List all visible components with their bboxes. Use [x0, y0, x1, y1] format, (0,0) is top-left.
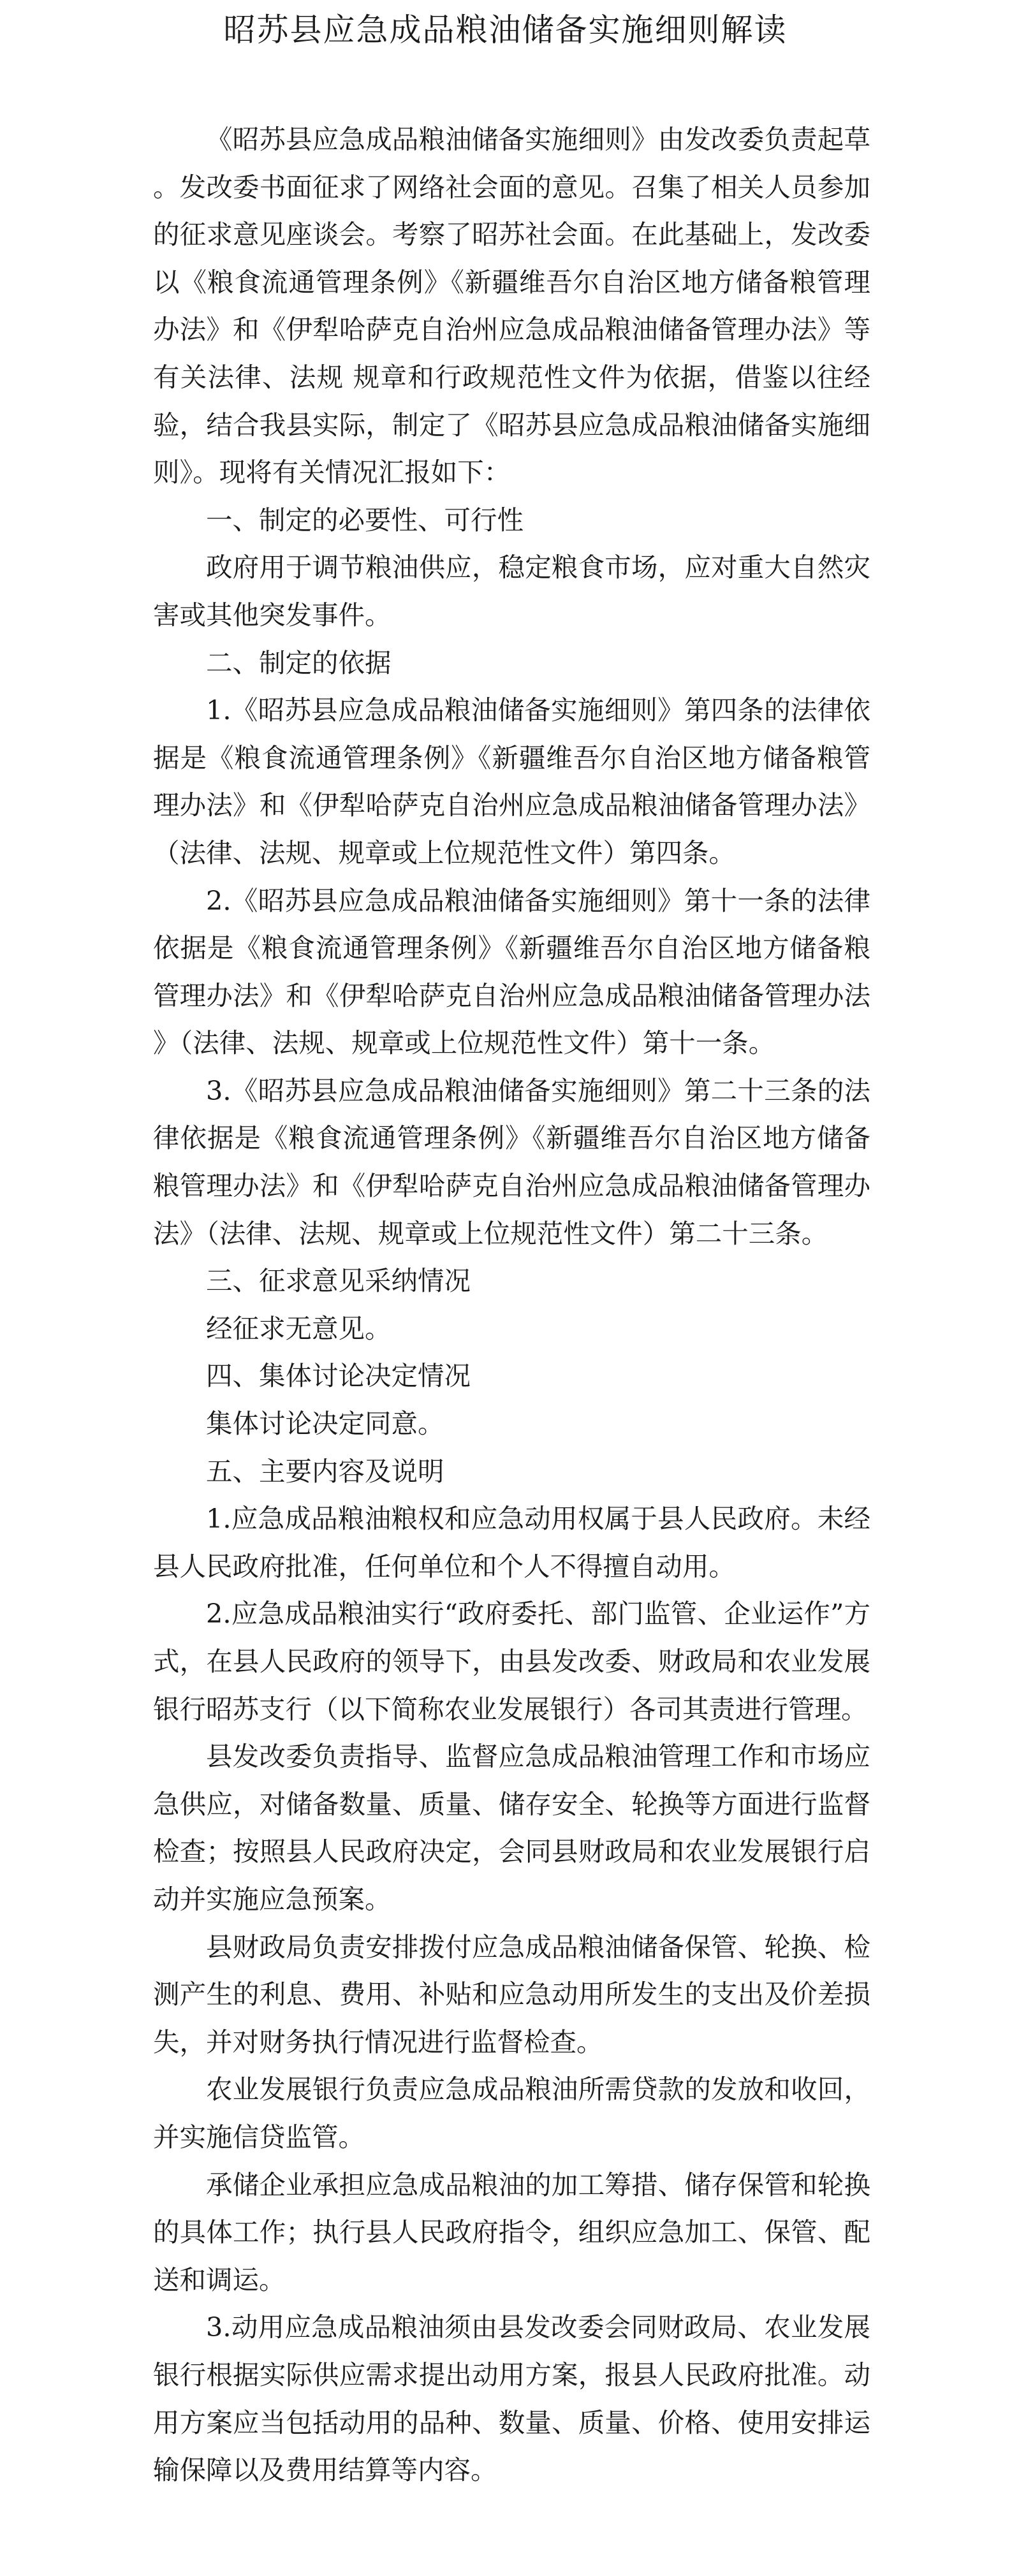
- paragraph-basis-3: 3.《昭苏县应急成品粮油储备实施细则》第二十三条的法律依据是《粮食流通管理条例》《新疆维吾尔自治区地方储备粮管理办法》和《伊犁哈萨克自治州应急成品粮油储备管理办法》（法律、法规、规章或上位规范性文件）第二十三条。: [153, 1074, 870, 1249]
- intro-paragraph: 《昭苏县应急成品粮油储备实施细则》由发改委负责起草。发改委书面征求了网络社会面的意见。召集了相关人员参加的征求意见座谈会。考察了昭苏社会面。在此基础上，发改委以《粮食流通管理条例》《新疆维吾尔自治区地方储备粮管理办法》和《伊犁哈萨克自治州应急成品粮油储备管理办法》等有关法律、法规 规章和行政规范性文件为依据，借鉴以往经验，结合我县实际，制定了《昭苏县应急成品粮油储备实施细则》。现将有关情况汇报如下：: [153, 124, 870, 488]
- paragraph-decision: 集体讨论决定同意。: [206, 1408, 444, 1440]
- paragraph-basis-2: 2.《昭苏县应急成品粮油储备实施细则》第十一条的法律依据是《粮食流通管理条例》《新疆维吾尔自治区地方储备粮管理办法》和《伊犁哈萨克自治州应急成品粮油储备管理办法》（法律、法规、规章或上位规范性文件）第十一条。: [153, 884, 870, 1059]
- document-body: [153, 116, 870, 2494]
- section-heading-basis: 二、制定的依据: [206, 647, 392, 678]
- paragraph-necessity: 政府用于调节粮油供应，稳定粮食市场，应对重大自然灾害或其他突发事件。: [153, 552, 870, 631]
- paragraph-finance-bureau: 县财政局负责安排拨付应急成品粮油储备保管、轮换、检测产生的利息、费用、补贴和应急动用所发生的支出及价差损失，并对财务执行情况进行监督检查。: [153, 1931, 870, 2058]
- paragraph-storage-enterprise: 承储企业承担应急成品粮油的加工筹措、储存保管和轮换的具体工作；执行县人民政府指令，组织应急加工、保管、配送和调运。: [153, 2169, 870, 2295]
- paragraph-basis-1: 1.《昭苏县应急成品粮油储备实施细则》第四条的法律依据是《粮食流通管理条例》《新疆维吾尔自治区地方储备粮管理办法》和《伊犁哈萨克自治州应急成品粮油储备管理办法》（法律、法规、规章或上位规范性文件）第四条。: [153, 694, 870, 868]
- document-title: 昭苏县应急成品粮油储备实施细则解读: [223, 11, 788, 48]
- paragraph-content-2: 2.应急成品粮油实行“政府委托、部门监管、企业运作”方式，在县人民政府的领导下，由县发改委、财政局和农业发展银行昭苏支行（以下简称农业发展银行）各司其责进行管理。: [153, 1598, 870, 1725]
- paragraph-content-3: 3.动用应急成品粮油须由县发改委会同财政局、农业发展银行根据实际供应需求提出动用方案，报县人民政府批准。动用方案应当包括动用的品种、数量、质量、价格、使用安排运输保障以及费用结算等内容。: [153, 2311, 870, 2486]
- paragraph-content-1: 1.应急成品粮油粮权和应急动用权属于县人民政府。未经县人民政府批准，任何单位和个人不得擅自动用。: [153, 1503, 870, 1582]
- paragraph-opinions: 经征求无意见。: [206, 1312, 392, 1344]
- section-heading-opinions: 三、征求意见采纳情况: [206, 1265, 471, 1297]
- section-heading-content: 五、主要内容及说明: [206, 1455, 444, 1487]
- paragraph-development-reform: 县发改委负责指导、监督应急成品粮油管理工作和市场应急供应，对储备数量、质量、储存安全、轮换等方面进行监督检查；按照县人民政府决定，会同县财政局和农业发展银行启动并实施应急预案。: [153, 1741, 870, 1915]
- section-heading-necessity: 一、制定的必要性、可行性: [206, 504, 524, 536]
- paragraph-agricultural-bank: 农业发展银行负责应急成品粮油所需贷款的发放和收回，并实施信贷监管。: [153, 2074, 870, 2153]
- section-heading-decision: 四、集体讨论决定情况: [206, 1360, 471, 1392]
